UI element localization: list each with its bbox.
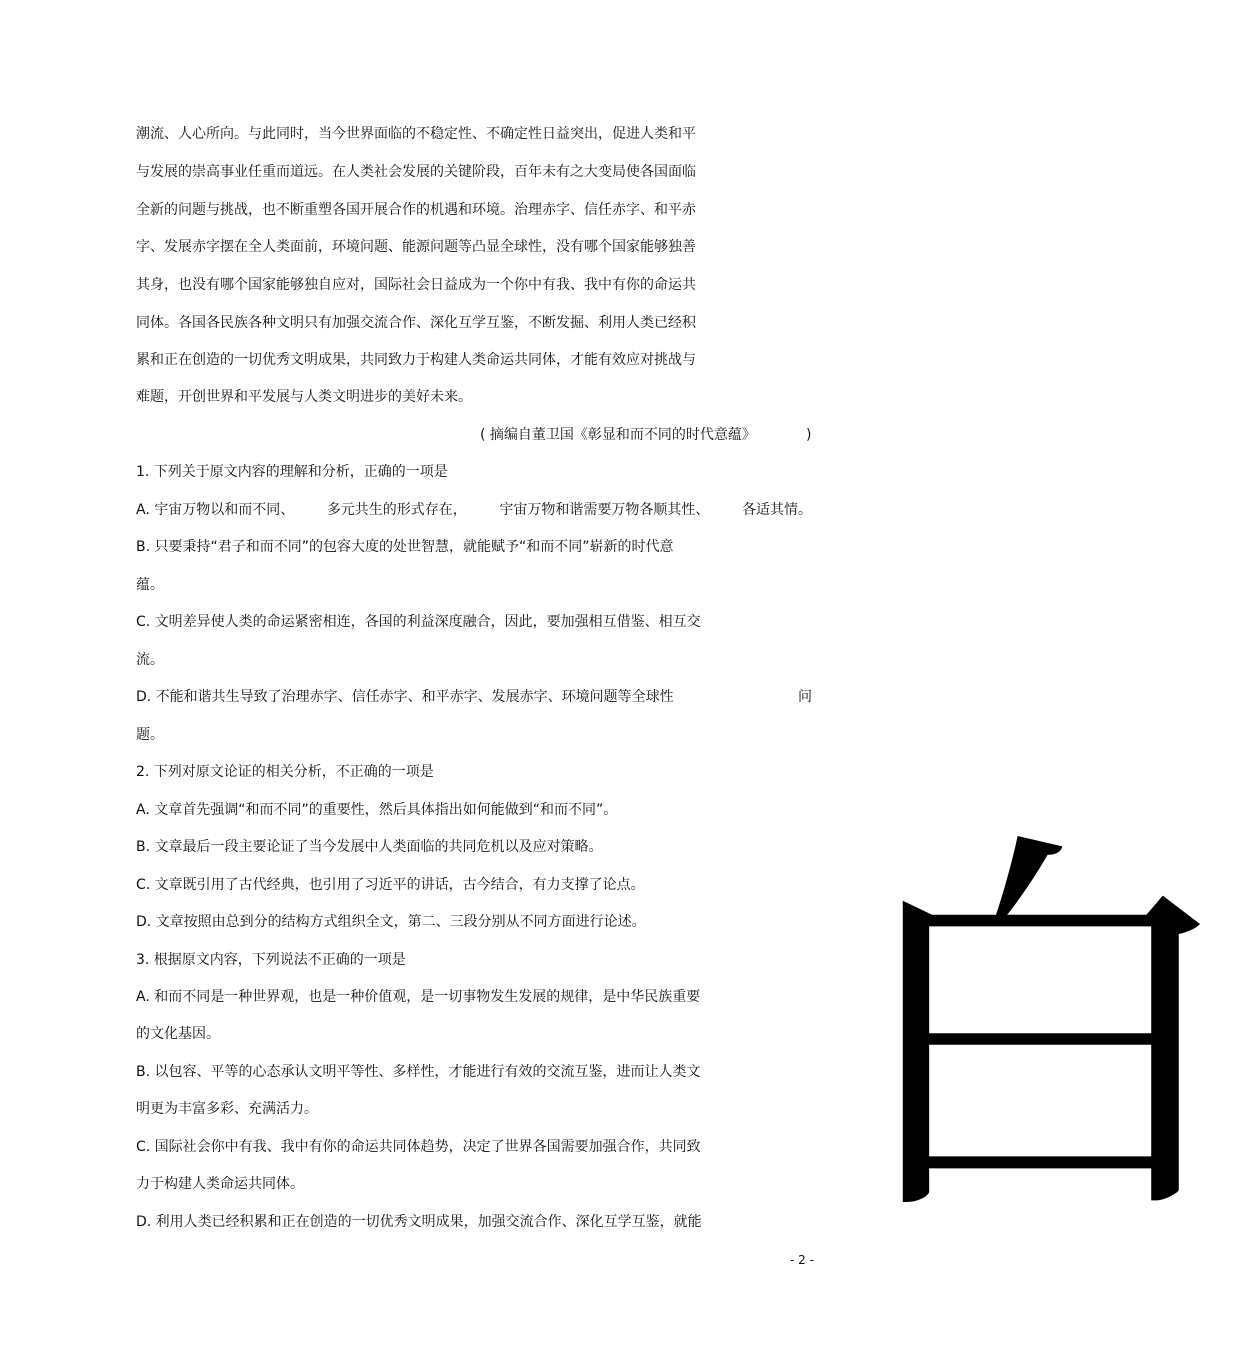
option-a-part: 宇宙万物和谐需要万物各顺其性、 [499,502,710,518]
source-citation-close: ) [806,427,812,443]
question-2-option-d: D. 文章按照由总到分的结构方式组织全文，第二、三段分别从不同方面进行论述。 [136,914,646,930]
question-1-option-b: B. 只要秉持“君子和而不同”的包容大度的处世智慧，就能赋予“和而不同”崭新的时代意 [136,539,674,555]
question-1-option-c: C. 文明差异使人类的命运紧密相连，各国的利益深度融合，因此，要加强相互借鉴、相互交 [136,614,701,630]
question-1-option-b-cont: 蕴。 [136,577,164,593]
question-1-option-d: D. 不能和谐共生导致了治理赤字、信任赤字、和平赤字、发展赤字、环境问题等全球性 [136,689,674,705]
question-1-stem: 1. 下列关于原文内容的理解和分析，正确的一项是 [136,464,448,480]
question-2-option-a: A. 文章首先强调“和而不同”的重要性，然后具体指出如何能做到“和而不同”。 [136,802,618,818]
question-1-option-d-end: 问 [798,689,812,705]
question-3-option-a-cont: 的文化基因。 [136,1026,220,1042]
page-number: - 2 - [790,1253,814,1267]
passage-line: 全新的问题与挑战，也不断重塑各国开展合作的机遇和环境。治理赤字、信任赤字、和平赤 [136,202,696,218]
passage-line: 其身，也没有哪个国家能够独自应对，国际社会日益成为一个你中有我、我中有你的命运共 [136,277,696,293]
option-a-part: A. 宇宙万物以和而不同、 [136,502,295,518]
question-3-stem: 3. 根据原文内容，下列说法不正确的一项是 [136,952,406,968]
option-a-part: 多元共生的形式存在， [326,502,467,518]
option-a-part: 各适其情。 [741,502,812,518]
passage-line: 同体。各国各民族各种文明只有加强交流合作、深化互学互鉴，不断发掘、利用人类已经积 [136,315,696,331]
question-2-option-b: B. 文章最后一段主要论证了当今发展中人类面临的共同危机以及应对策略。 [136,839,603,855]
source-citation: ( 摘编自董卫国《彰显和而不同的时代意蕴》 [480,427,756,443]
question-1-option-d-cont: 题。 [136,727,164,743]
passage-line: 字、发展赤字摆在全人类面前，环境问题、能源问题等凸显全球性，没有哪个国家能够独善 [136,239,696,255]
question-3-option-a: A. 和而不同是一种世界观，也是一种价值观，是一切事物发生发展的规律，是中华民族重要 [136,989,701,1005]
passage-line: 难题，开创世界和平发展与人类文明进步的美好未来。 [136,389,472,405]
question-3-option-b: B. 以包容、平等的心态承认文明平等性、多样性，才能进行有效的交流互鉴，进而让人类文 [136,1064,701,1080]
question-1-option-a [136,501,812,519]
watermark-character: 白 [840,802,1240,1267]
passage-line: 与发展的崇高事业任重而道远。在人类社会发展的关键阶段，百年未有之大变局使各国面临 [136,164,696,180]
question-3-option-d: D. 利用人类已经积累和正在创造的一切优秀文明成果，加强交流合作、深化互学互鉴，就能 [136,1214,702,1230]
passage-line: 累和正在创造的一切优秀文明成果，共同致力于构建人类命运共同体，才能有效应对挑战与 [136,352,696,368]
question-2-stem: 2. 下列对原文论证的相关分析，不正确的一项是 [136,764,434,780]
question-3-option-b-cont: 明更为丰富多彩、充满活力。 [136,1101,318,1117]
question-3-option-c: C. 国际社会你中有我、我中有你的命运共同体趋势，决定了世界各国需要加强合作，共同致 [136,1139,701,1155]
question-3-option-c-cont: 力于构建人类命运共同体。 [136,1176,304,1192]
question-2-option-c: C. 文章既引用了古代经典，也引用了习近平的讲话，古今结合，有力支撑了论点。 [136,877,645,893]
passage-line: 潮流、人心所向。与此同时，当今世界面临的不稳定性、不确定性日益突出，促进人类和平 [136,126,696,142]
question-1-option-c-cont: 流。 [136,652,164,668]
